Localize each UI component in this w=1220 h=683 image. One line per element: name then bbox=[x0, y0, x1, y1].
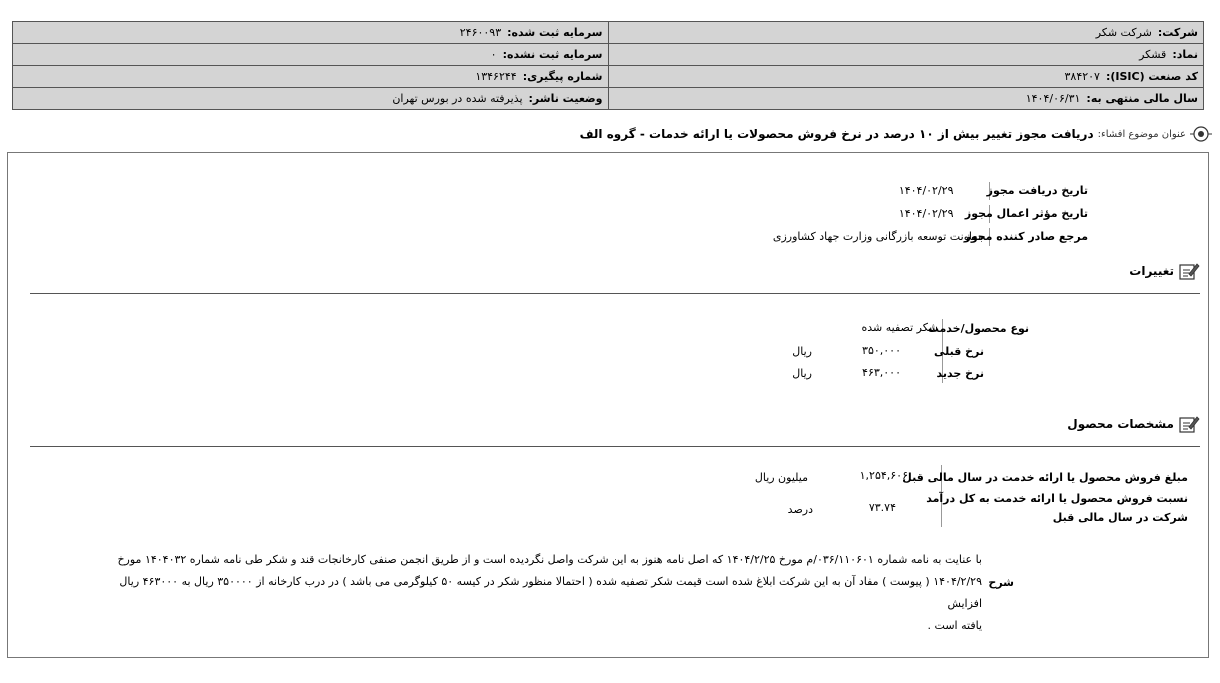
product-type-value: شکر تصفیه شده bbox=[861, 321, 938, 334]
description-label: شرح bbox=[988, 576, 1014, 589]
publisher-status-value: پذیرفته شده در بورس تهران bbox=[392, 92, 523, 105]
old-rate-value: ۳۵۰,۰۰۰ bbox=[862, 344, 901, 357]
sales-amount-label: مبلغ فروش محصول یا ارائه خدمت در سال مالی قبل bbox=[902, 471, 1188, 484]
issuer-value: معاونت توسعه بازرگانی وزارت جهاد کشاورزی bbox=[772, 230, 984, 243]
disclosure-subject bbox=[580, 124, 1212, 144]
isic-value: ۳۸۴۲۰۷ bbox=[1064, 70, 1100, 83]
subject-label: عنوان موضوع افشاء: bbox=[1097, 128, 1186, 140]
company-info-table bbox=[12, 21, 1204, 110]
old-rate-unit: ریال bbox=[792, 345, 812, 358]
product-specs-title: مشخصات محصول bbox=[1067, 417, 1174, 431]
description-line: ۱۴۰۴/۲/۲۹ ( پیوست ) مفاد آن به این شرکت ابلاغ شده است قیمت شکر تصفیه شده ( احتمالا منظور شکر در کیسه ۵۰ کیلوگرمی می باشد ) در درب کارخانه از ۳۵۰۰۰۰ ریال به ۴۶۳۰۰۰ ریال افزایش bbox=[119, 575, 982, 610]
old-rate-label: نرخ قبلی bbox=[933, 345, 984, 358]
fiscal-year-value: ۱۴۰۴/۰۶/۳۱ bbox=[1025, 92, 1081, 105]
sales-ratio-label-line1: نسبت فروش محصول یا ارائه خدمت به کل درآمد bbox=[926, 492, 1188, 505]
edit-note-icon bbox=[1178, 261, 1200, 281]
info-row bbox=[13, 44, 1204, 66]
fiscal-year-label: سال مالی منتهی به: bbox=[1086, 92, 1198, 105]
disclosure-content-box bbox=[7, 152, 1209, 658]
sales-amount-value: ۱,۲۵۴,۶۰۶ bbox=[859, 469, 908, 482]
issuer-row bbox=[773, 228, 1088, 246]
fiscal-year-cell bbox=[608, 88, 1204, 110]
info-row bbox=[13, 22, 1204, 44]
symbol-cell bbox=[608, 44, 1204, 66]
tracking-value: ۱۳۴۶۲۴۴ bbox=[475, 70, 517, 83]
changes-title: تغییرات bbox=[1129, 264, 1174, 278]
edit-note-icon bbox=[1178, 414, 1200, 434]
sales-amount-unit: میلیون ریال bbox=[754, 471, 808, 484]
isic-label: کد صنعت (ISIC): bbox=[1105, 70, 1198, 83]
receive-date-label: تاریخ دریافت مجوز bbox=[986, 184, 1088, 197]
receive-date-value: ۱۴۰۴/۰۲/۲۹ bbox=[898, 184, 954, 197]
symbol-value: قشکر bbox=[1139, 48, 1167, 61]
publisher-status-label: وضعیت ناشر: bbox=[528, 92, 603, 105]
new-rate-label: نرخ جدید bbox=[936, 367, 984, 380]
symbol-label: نماد: bbox=[1172, 48, 1198, 61]
section-divider bbox=[30, 293, 1200, 294]
tracking-cell bbox=[13, 66, 609, 88]
company-label: شرکت: bbox=[1157, 26, 1198, 39]
product-specs-section-title bbox=[1067, 414, 1200, 434]
new-rate-value: ۴۶۳,۰۰۰ bbox=[862, 366, 901, 379]
sales-ratio-unit: درصد bbox=[787, 503, 813, 516]
new-rate-unit: ریال bbox=[792, 367, 812, 380]
receive-date-row bbox=[899, 182, 1088, 200]
description-line: یافته است . bbox=[927, 619, 982, 632]
unregistered-capital-label: سرمایه ثبت نشده: bbox=[502, 48, 603, 61]
effective-date-label: تاریخ مؤثر اعمال مجوز bbox=[964, 207, 1088, 220]
company-cell bbox=[608, 22, 1204, 44]
capital-label: سرمایه ثبت شده: bbox=[507, 26, 603, 39]
target-icon bbox=[1190, 124, 1212, 144]
capital-cell bbox=[13, 22, 609, 44]
company-value: شرکت شکر bbox=[1095, 26, 1152, 39]
sales-ratio-value: ۷۳.۷۴ bbox=[868, 501, 896, 514]
changes-section-title bbox=[1129, 261, 1200, 281]
isic-cell bbox=[608, 66, 1204, 88]
effective-date-row bbox=[899, 205, 1088, 223]
info-row bbox=[13, 66, 1204, 88]
sales-ratio-label-line2: شرکت در سال مالی قبل bbox=[1052, 511, 1188, 524]
publisher-status-cell bbox=[13, 88, 609, 110]
description-line: با عنایت به نامه شماره ۰۳۶/۱۱۰۶۰۱/م مورخ ۱۴۰۴/۲/۲۵ که اصل نامه هنوز به این شرکت واصل نگردیده است و از طریق انجمن صنفی کارخانجات قند و شکر طی نامه شماره ۱۴۰۴۰۳۲ مورخ bbox=[117, 553, 982, 566]
effective-date-value: ۱۴۰۴/۰۲/۲۹ bbox=[898, 207, 954, 220]
issuer-label: مرجع صادر کننده مجوز bbox=[964, 230, 1088, 243]
info-row bbox=[13, 88, 1204, 110]
unregistered-capital-value: ۰ bbox=[490, 48, 497, 61]
section-divider bbox=[30, 446, 1200, 447]
unregistered-capital-cell bbox=[13, 44, 609, 66]
tracking-label: شماره پیگیری: bbox=[522, 70, 603, 83]
capital-value: ۲۴۶۰۰۹۳ bbox=[459, 26, 502, 39]
product-type-label: نوع محصول/خدمت bbox=[927, 322, 1029, 335]
subject-title: دریافت مجوز تغییر بیش از ۱۰ درصد در نرخ فروش محصولات یا ارائه خدمات - گروه الف bbox=[579, 127, 1094, 141]
description-text bbox=[82, 549, 982, 637]
